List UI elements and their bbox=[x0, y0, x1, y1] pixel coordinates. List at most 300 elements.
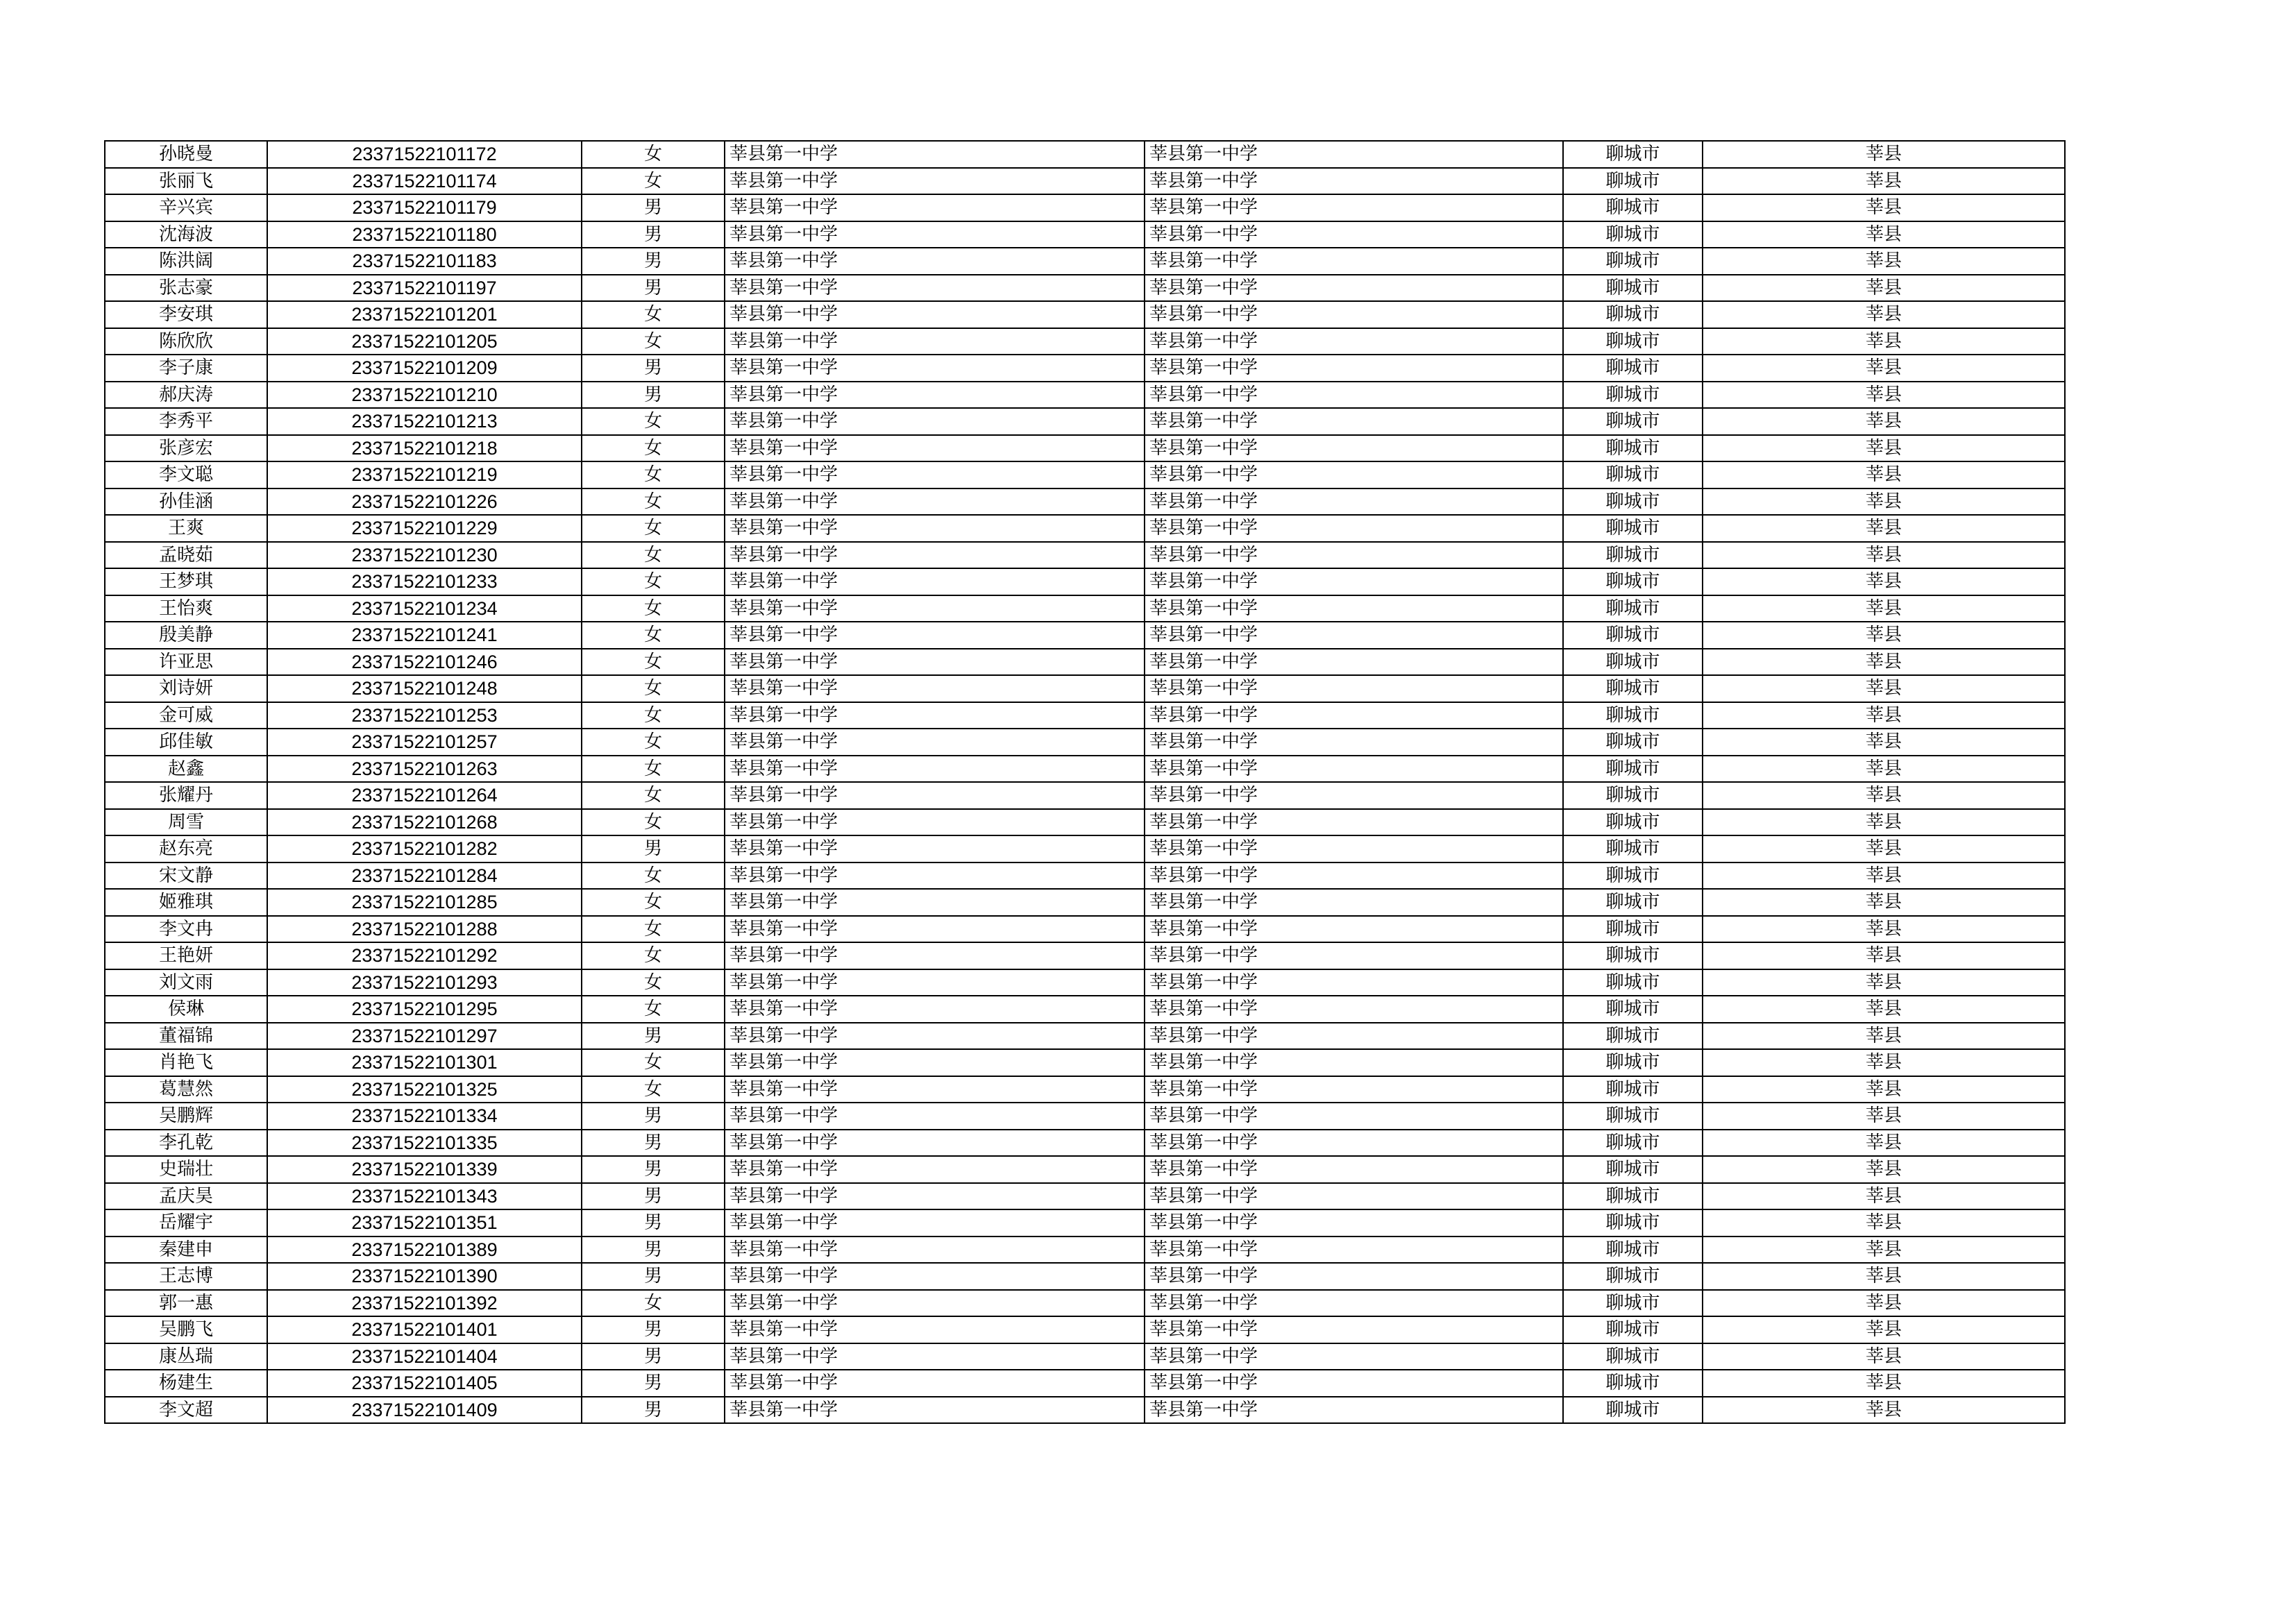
table-row bbox=[105, 1049, 2065, 1076]
exam-number-cell: 23371522101268 bbox=[267, 809, 582, 836]
city-cell: 聊城市 bbox=[1563, 328, 1703, 355]
student-name-cell: 李文聪 bbox=[105, 461, 267, 488]
table-row bbox=[105, 835, 2065, 863]
city-cell: 聊城市 bbox=[1563, 248, 1703, 275]
gender-cell: 男 bbox=[582, 1103, 725, 1130]
school-cell: 莘县第一中学 bbox=[725, 1076, 1145, 1103]
school-cell: 莘县第一中学 bbox=[725, 916, 1145, 943]
exam-site-cell: 莘县第一中学 bbox=[1145, 328, 1563, 355]
student-name-cell: 邱佳敏 bbox=[105, 729, 267, 756]
student-name-cell: 秦建申 bbox=[105, 1237, 267, 1264]
city-cell: 聊城市 bbox=[1563, 141, 1703, 168]
gender-cell: 女 bbox=[582, 809, 725, 836]
student-name-cell: 李安琪 bbox=[105, 301, 267, 328]
gender-cell: 女 bbox=[582, 568, 725, 595]
county-cell: 莘县 bbox=[1703, 1023, 2065, 1050]
city-cell: 聊城市 bbox=[1563, 1049, 1703, 1076]
student-name-cell: 郝庆涛 bbox=[105, 382, 267, 409]
city-cell: 聊城市 bbox=[1563, 355, 1703, 382]
exam-site-cell: 莘县第一中学 bbox=[1145, 622, 1563, 649]
student-name-cell: 宋文静 bbox=[105, 863, 267, 890]
county-cell: 莘县 bbox=[1703, 729, 2065, 756]
city-cell: 聊城市 bbox=[1563, 1023, 1703, 1050]
school-cell: 莘县第一中学 bbox=[725, 835, 1145, 863]
table-row bbox=[105, 461, 2065, 488]
exam-site-cell: 莘县第一中学 bbox=[1145, 488, 1563, 516]
county-cell: 莘县 bbox=[1703, 1076, 2065, 1103]
table-row bbox=[105, 1209, 2065, 1237]
city-cell: 聊城市 bbox=[1563, 168, 1703, 195]
city-cell: 聊城市 bbox=[1563, 194, 1703, 221]
school-cell: 莘县第一中学 bbox=[725, 675, 1145, 702]
exam-site-cell: 莘县第一中学 bbox=[1145, 729, 1563, 756]
exam-site-cell: 莘县第一中学 bbox=[1145, 275, 1563, 302]
exam-number-cell: 23371522101335 bbox=[267, 1130, 582, 1157]
student-name-cell: 金可威 bbox=[105, 702, 267, 729]
school-cell: 莘县第一中学 bbox=[725, 863, 1145, 890]
city-cell: 聊城市 bbox=[1563, 542, 1703, 569]
county-cell: 莘县 bbox=[1703, 1343, 2065, 1370]
city-cell: 聊城市 bbox=[1563, 1076, 1703, 1103]
school-cell: 莘县第一中学 bbox=[725, 782, 1145, 809]
exam-site-cell: 莘县第一中学 bbox=[1145, 168, 1563, 195]
county-cell: 莘县 bbox=[1703, 1209, 2065, 1237]
school-cell: 莘县第一中学 bbox=[725, 1237, 1145, 1264]
student-name-cell: 刘诗妍 bbox=[105, 675, 267, 702]
table-row bbox=[105, 435, 2065, 462]
table-row bbox=[105, 1156, 2065, 1183]
school-cell: 莘县第一中学 bbox=[725, 488, 1145, 516]
exam-site-cell: 莘县第一中学 bbox=[1145, 889, 1563, 916]
school-cell: 莘县第一中学 bbox=[725, 1209, 1145, 1237]
gender-cell: 女 bbox=[582, 942, 725, 969]
city-cell: 聊城市 bbox=[1563, 942, 1703, 969]
table-row bbox=[105, 1130, 2065, 1157]
city-cell: 聊城市 bbox=[1563, 729, 1703, 756]
county-cell: 莘县 bbox=[1703, 515, 2065, 542]
city-cell: 聊城市 bbox=[1563, 889, 1703, 916]
table-row bbox=[105, 1237, 2065, 1264]
school-cell: 莘县第一中学 bbox=[725, 1049, 1145, 1076]
city-cell: 聊城市 bbox=[1563, 435, 1703, 462]
student-name-cell: 张彦宏 bbox=[105, 435, 267, 462]
table-row bbox=[105, 702, 2065, 729]
exam-site-cell: 莘县第一中学 bbox=[1145, 515, 1563, 542]
student-name-cell: 王爽 bbox=[105, 515, 267, 542]
exam-site-cell: 莘县第一中学 bbox=[1145, 542, 1563, 569]
city-cell: 聊城市 bbox=[1563, 1316, 1703, 1343]
exam-number-cell: 23371522101288 bbox=[267, 916, 582, 943]
city-cell: 聊城市 bbox=[1563, 782, 1703, 809]
city-cell: 聊城市 bbox=[1563, 916, 1703, 943]
table-row bbox=[105, 1370, 2065, 1397]
county-cell: 莘县 bbox=[1703, 756, 2065, 783]
table-row bbox=[105, 969, 2065, 996]
student-name-cell: 杨建生 bbox=[105, 1370, 267, 1397]
county-cell: 莘县 bbox=[1703, 168, 2065, 195]
roster-body bbox=[105, 141, 2065, 1423]
gender-cell: 男 bbox=[582, 1156, 725, 1183]
table-row bbox=[105, 863, 2065, 890]
exam-site-cell: 莘县第一中学 bbox=[1145, 1209, 1563, 1237]
city-cell: 聊城市 bbox=[1563, 1290, 1703, 1317]
exam-number-cell: 23371522101210 bbox=[267, 382, 582, 409]
school-cell: 莘县第一中学 bbox=[725, 622, 1145, 649]
school-cell: 莘县第一中学 bbox=[725, 1130, 1145, 1157]
county-cell: 莘县 bbox=[1703, 1156, 2065, 1183]
table-row bbox=[105, 542, 2065, 569]
exam-number-cell: 23371522101334 bbox=[267, 1103, 582, 1130]
gender-cell: 女 bbox=[582, 542, 725, 569]
exam-site-cell: 莘县第一中学 bbox=[1145, 1397, 1563, 1424]
gender-cell: 男 bbox=[582, 275, 725, 302]
school-cell: 莘县第一中学 bbox=[725, 141, 1145, 168]
exam-number-cell: 23371522101404 bbox=[267, 1343, 582, 1370]
city-cell: 聊城市 bbox=[1563, 301, 1703, 328]
exam-site-cell: 莘县第一中学 bbox=[1145, 1263, 1563, 1290]
exam-number-cell: 23371522101297 bbox=[267, 1023, 582, 1050]
table-row bbox=[105, 1103, 2065, 1130]
county-cell: 莘县 bbox=[1703, 248, 2065, 275]
gender-cell: 男 bbox=[582, 221, 725, 248]
city-cell: 聊城市 bbox=[1563, 1103, 1703, 1130]
county-cell: 莘县 bbox=[1703, 1370, 2065, 1397]
table-row bbox=[105, 675, 2065, 702]
exam-number-cell: 23371522101351 bbox=[267, 1209, 582, 1237]
exam-number-cell: 23371522101285 bbox=[267, 889, 582, 916]
county-cell: 莘县 bbox=[1703, 542, 2065, 569]
school-cell: 莘县第一中学 bbox=[725, 1316, 1145, 1343]
exam-number-cell: 23371522101284 bbox=[267, 863, 582, 890]
county-cell: 莘县 bbox=[1703, 275, 2065, 302]
exam-site-cell: 莘县第一中学 bbox=[1145, 675, 1563, 702]
exam-number-cell: 23371522101292 bbox=[267, 942, 582, 969]
gender-cell: 女 bbox=[582, 168, 725, 195]
county-cell: 莘县 bbox=[1703, 863, 2065, 890]
school-cell: 莘县第一中学 bbox=[725, 301, 1145, 328]
exam-number-cell: 23371522101172 bbox=[267, 141, 582, 168]
student-name-cell: 李秀平 bbox=[105, 408, 267, 435]
exam-site-cell: 莘县第一中学 bbox=[1145, 835, 1563, 863]
gender-cell: 男 bbox=[582, 382, 725, 409]
city-cell: 聊城市 bbox=[1563, 649, 1703, 676]
gender-cell: 女 bbox=[582, 301, 725, 328]
exam-number-cell: 23371522101389 bbox=[267, 1237, 582, 1264]
school-cell: 莘县第一中学 bbox=[725, 194, 1145, 221]
school-cell: 莘县第一中学 bbox=[725, 996, 1145, 1023]
city-cell: 聊城市 bbox=[1563, 1263, 1703, 1290]
exam-site-cell: 莘县第一中学 bbox=[1145, 702, 1563, 729]
city-cell: 聊城市 bbox=[1563, 275, 1703, 302]
school-cell: 莘县第一中学 bbox=[725, 1023, 1145, 1050]
table-row bbox=[105, 275, 2065, 302]
table-row bbox=[105, 1263, 2065, 1290]
county-cell: 莘县 bbox=[1703, 996, 2065, 1023]
exam-site-cell: 莘县第一中学 bbox=[1145, 809, 1563, 836]
gender-cell: 男 bbox=[582, 1183, 725, 1210]
gender-cell: 女 bbox=[582, 756, 725, 783]
student-name-cell: 孙佳涵 bbox=[105, 488, 267, 516]
student-name-cell: 侯琳 bbox=[105, 996, 267, 1023]
table-row bbox=[105, 942, 2065, 969]
exam-number-cell: 23371522101295 bbox=[267, 996, 582, 1023]
exam-site-cell: 莘县第一中学 bbox=[1145, 355, 1563, 382]
roster-table bbox=[104, 140, 2066, 1424]
gender-cell: 女 bbox=[582, 729, 725, 756]
exam-number-cell: 23371522101343 bbox=[267, 1183, 582, 1210]
table-row bbox=[105, 355, 2065, 382]
exam-site-cell: 莘县第一中学 bbox=[1145, 221, 1563, 248]
student-name-cell: 吴鹏飞 bbox=[105, 1316, 267, 1343]
county-cell: 莘县 bbox=[1703, 488, 2065, 516]
exam-number-cell: 23371522101390 bbox=[267, 1263, 582, 1290]
student-name-cell: 李文冉 bbox=[105, 916, 267, 943]
county-cell: 莘县 bbox=[1703, 835, 2065, 863]
school-cell: 莘县第一中学 bbox=[725, 809, 1145, 836]
student-name-cell: 康丛瑞 bbox=[105, 1343, 267, 1370]
city-cell: 聊城市 bbox=[1563, 568, 1703, 595]
exam-number-cell: 23371522101205 bbox=[267, 328, 582, 355]
gender-cell: 男 bbox=[582, 355, 725, 382]
gender-cell: 女 bbox=[582, 675, 725, 702]
student-name-cell: 李孔乾 bbox=[105, 1130, 267, 1157]
county-cell: 莘县 bbox=[1703, 1183, 2065, 1210]
table-row bbox=[105, 301, 2065, 328]
student-name-cell: 吴鹏辉 bbox=[105, 1103, 267, 1130]
exam-site-cell: 莘县第一中学 bbox=[1145, 301, 1563, 328]
city-cell: 聊城市 bbox=[1563, 996, 1703, 1023]
county-cell: 莘县 bbox=[1703, 141, 2065, 168]
gender-cell: 女 bbox=[582, 916, 725, 943]
city-cell: 聊城市 bbox=[1563, 1343, 1703, 1370]
exam-site-cell: 莘县第一中学 bbox=[1145, 248, 1563, 275]
exam-number-cell: 23371522101201 bbox=[267, 301, 582, 328]
exam-site-cell: 莘县第一中学 bbox=[1145, 141, 1563, 168]
exam-number-cell: 23371522101197 bbox=[267, 275, 582, 302]
county-cell: 莘县 bbox=[1703, 595, 2065, 622]
school-cell: 莘县第一中学 bbox=[725, 568, 1145, 595]
exam-number-cell: 23371522101180 bbox=[267, 221, 582, 248]
student-name-cell: 姬雅琪 bbox=[105, 889, 267, 916]
exam-site-cell: 莘县第一中学 bbox=[1145, 863, 1563, 890]
school-cell: 莘县第一中学 bbox=[725, 542, 1145, 569]
gender-cell: 女 bbox=[582, 595, 725, 622]
exam-site-cell: 莘县第一中学 bbox=[1145, 782, 1563, 809]
county-cell: 莘县 bbox=[1703, 889, 2065, 916]
city-cell: 聊城市 bbox=[1563, 1209, 1703, 1237]
table-row bbox=[105, 168, 2065, 195]
school-cell: 莘县第一中学 bbox=[725, 515, 1145, 542]
table-row bbox=[105, 488, 2065, 516]
city-cell: 聊城市 bbox=[1563, 675, 1703, 702]
exam-number-cell: 23371522101179 bbox=[267, 194, 582, 221]
exam-site-cell: 莘县第一中学 bbox=[1145, 1290, 1563, 1317]
gender-cell: 女 bbox=[582, 515, 725, 542]
county-cell: 莘县 bbox=[1703, 1237, 2065, 1264]
exam-site-cell: 莘县第一中学 bbox=[1145, 1237, 1563, 1264]
exam-site-cell: 莘县第一中学 bbox=[1145, 435, 1563, 462]
student-name-cell: 岳耀宇 bbox=[105, 1209, 267, 1237]
student-name-cell: 孙晓曼 bbox=[105, 141, 267, 168]
table-row bbox=[105, 809, 2065, 836]
student-name-cell: 赵东亮 bbox=[105, 835, 267, 863]
table-row bbox=[105, 1343, 2065, 1370]
school-cell: 莘县第一中学 bbox=[725, 382, 1145, 409]
exam-number-cell: 23371522101246 bbox=[267, 649, 582, 676]
county-cell: 莘县 bbox=[1703, 408, 2065, 435]
student-name-cell: 葛慧然 bbox=[105, 1076, 267, 1103]
school-cell: 莘县第一中学 bbox=[725, 355, 1145, 382]
exam-site-cell: 莘县第一中学 bbox=[1145, 1370, 1563, 1397]
school-cell: 莘县第一中学 bbox=[725, 942, 1145, 969]
exam-site-cell: 莘县第一中学 bbox=[1145, 1049, 1563, 1076]
city-cell: 聊城市 bbox=[1563, 488, 1703, 516]
city-cell: 聊城市 bbox=[1563, 461, 1703, 488]
table-row bbox=[105, 568, 2065, 595]
city-cell: 聊城市 bbox=[1563, 408, 1703, 435]
county-cell: 莘县 bbox=[1703, 916, 2065, 943]
table-row bbox=[105, 194, 2065, 221]
exam-number-cell: 23371522101218 bbox=[267, 435, 582, 462]
exam-number-cell: 23371522101405 bbox=[267, 1370, 582, 1397]
county-cell: 莘县 bbox=[1703, 1103, 2065, 1130]
school-cell: 莘县第一中学 bbox=[725, 435, 1145, 462]
student-name-cell: 殷美静 bbox=[105, 622, 267, 649]
county-cell: 莘县 bbox=[1703, 1049, 2065, 1076]
gender-cell: 男 bbox=[582, 1343, 725, 1370]
city-cell: 聊城市 bbox=[1563, 702, 1703, 729]
student-name-cell: 史瑞壮 bbox=[105, 1156, 267, 1183]
exam-site-cell: 莘县第一中学 bbox=[1145, 1343, 1563, 1370]
school-cell: 莘县第一中学 bbox=[725, 1290, 1145, 1317]
student-name-cell: 沈海波 bbox=[105, 221, 267, 248]
county-cell: 莘县 bbox=[1703, 809, 2065, 836]
gender-cell: 女 bbox=[582, 622, 725, 649]
table-row bbox=[105, 1183, 2065, 1210]
county-cell: 莘县 bbox=[1703, 382, 2065, 409]
county-cell: 莘县 bbox=[1703, 1397, 2065, 1424]
table-row bbox=[105, 248, 2065, 275]
gender-cell: 女 bbox=[582, 1076, 725, 1103]
county-cell: 莘县 bbox=[1703, 355, 2065, 382]
gender-cell: 男 bbox=[582, 1370, 725, 1397]
school-cell: 莘县第一中学 bbox=[725, 1183, 1145, 1210]
gender-cell: 男 bbox=[582, 835, 725, 863]
exam-site-cell: 莘县第一中学 bbox=[1145, 649, 1563, 676]
city-cell: 聊城市 bbox=[1563, 863, 1703, 890]
gender-cell: 男 bbox=[582, 1237, 725, 1264]
student-name-cell: 王志博 bbox=[105, 1263, 267, 1290]
city-cell: 聊城市 bbox=[1563, 622, 1703, 649]
table-row bbox=[105, 1076, 2065, 1103]
county-cell: 莘县 bbox=[1703, 1316, 2065, 1343]
exam-number-cell: 23371522101230 bbox=[267, 542, 582, 569]
table-row bbox=[105, 916, 2065, 943]
exam-number-cell: 23371522101209 bbox=[267, 355, 582, 382]
city-cell: 聊城市 bbox=[1563, 221, 1703, 248]
gender-cell: 女 bbox=[582, 1290, 725, 1317]
county-cell: 莘县 bbox=[1703, 649, 2065, 676]
exam-site-cell: 莘县第一中学 bbox=[1145, 382, 1563, 409]
school-cell: 莘县第一中学 bbox=[725, 729, 1145, 756]
exam-number-cell: 23371522101241 bbox=[267, 622, 582, 649]
exam-site-cell: 莘县第一中学 bbox=[1145, 595, 1563, 622]
exam-number-cell: 23371522101233 bbox=[267, 568, 582, 595]
table-row bbox=[105, 1316, 2065, 1343]
table-row bbox=[105, 1290, 2065, 1317]
student-name-cell: 辛兴宾 bbox=[105, 194, 267, 221]
city-cell: 聊城市 bbox=[1563, 1370, 1703, 1397]
table-row bbox=[105, 408, 2065, 435]
school-cell: 莘县第一中学 bbox=[725, 1156, 1145, 1183]
student-name-cell: 陈洪阔 bbox=[105, 248, 267, 275]
city-cell: 聊城市 bbox=[1563, 595, 1703, 622]
table-row bbox=[105, 889, 2065, 916]
gender-cell: 男 bbox=[582, 1023, 725, 1050]
student-name-cell: 张耀丹 bbox=[105, 782, 267, 809]
county-cell: 莘县 bbox=[1703, 622, 2065, 649]
school-cell: 莘县第一中学 bbox=[725, 328, 1145, 355]
gender-cell: 女 bbox=[582, 649, 725, 676]
exam-site-cell: 莘县第一中学 bbox=[1145, 1183, 1563, 1210]
city-cell: 聊城市 bbox=[1563, 1130, 1703, 1157]
county-cell: 莘县 bbox=[1703, 301, 2065, 328]
table-row bbox=[105, 595, 2065, 622]
exam-site-cell: 莘县第一中学 bbox=[1145, 461, 1563, 488]
gender-cell: 男 bbox=[582, 1209, 725, 1237]
exam-number-cell: 23371522101219 bbox=[267, 461, 582, 488]
exam-site-cell: 莘县第一中学 bbox=[1145, 996, 1563, 1023]
exam-number-cell: 23371522101234 bbox=[267, 595, 582, 622]
gender-cell: 女 bbox=[582, 488, 725, 516]
student-name-cell: 张志豪 bbox=[105, 275, 267, 302]
table-row bbox=[105, 328, 2065, 355]
school-cell: 莘县第一中学 bbox=[725, 248, 1145, 275]
gender-cell: 女 bbox=[582, 408, 725, 435]
exam-site-cell: 莘县第一中学 bbox=[1145, 1156, 1563, 1183]
exam-site-cell: 莘县第一中学 bbox=[1145, 969, 1563, 996]
student-name-cell: 李子康 bbox=[105, 355, 267, 382]
exam-site-cell: 莘县第一中学 bbox=[1145, 916, 1563, 943]
county-cell: 莘县 bbox=[1703, 702, 2065, 729]
exam-site-cell: 莘县第一中学 bbox=[1145, 1023, 1563, 1050]
exam-site-cell: 莘县第一中学 bbox=[1145, 408, 1563, 435]
table-row bbox=[105, 1023, 2065, 1050]
county-cell: 莘县 bbox=[1703, 194, 2065, 221]
county-cell: 莘县 bbox=[1703, 1263, 2065, 1290]
exam-number-cell: 23371522101301 bbox=[267, 1049, 582, 1076]
student-name-cell: 许亚思 bbox=[105, 649, 267, 676]
exam-number-cell: 23371522101229 bbox=[267, 515, 582, 542]
county-cell: 莘县 bbox=[1703, 1290, 2065, 1317]
city-cell: 聊城市 bbox=[1563, 1183, 1703, 1210]
school-cell: 莘县第一中学 bbox=[725, 221, 1145, 248]
exam-site-cell: 莘县第一中学 bbox=[1145, 1076, 1563, 1103]
exam-number-cell: 23371522101183 bbox=[267, 248, 582, 275]
school-cell: 莘县第一中学 bbox=[725, 1397, 1145, 1424]
student-name-cell: 张丽飞 bbox=[105, 168, 267, 195]
exam-number-cell: 23371522101226 bbox=[267, 488, 582, 516]
gender-cell: 女 bbox=[582, 996, 725, 1023]
exam-site-cell: 莘县第一中学 bbox=[1145, 942, 1563, 969]
table-row bbox=[105, 1397, 2065, 1424]
gender-cell: 女 bbox=[582, 782, 725, 809]
county-cell: 莘县 bbox=[1703, 435, 2065, 462]
gender-cell: 女 bbox=[582, 141, 725, 168]
student-name-cell: 李文超 bbox=[105, 1397, 267, 1424]
city-cell: 聊城市 bbox=[1563, 1237, 1703, 1264]
exam-site-cell: 莘县第一中学 bbox=[1145, 568, 1563, 595]
